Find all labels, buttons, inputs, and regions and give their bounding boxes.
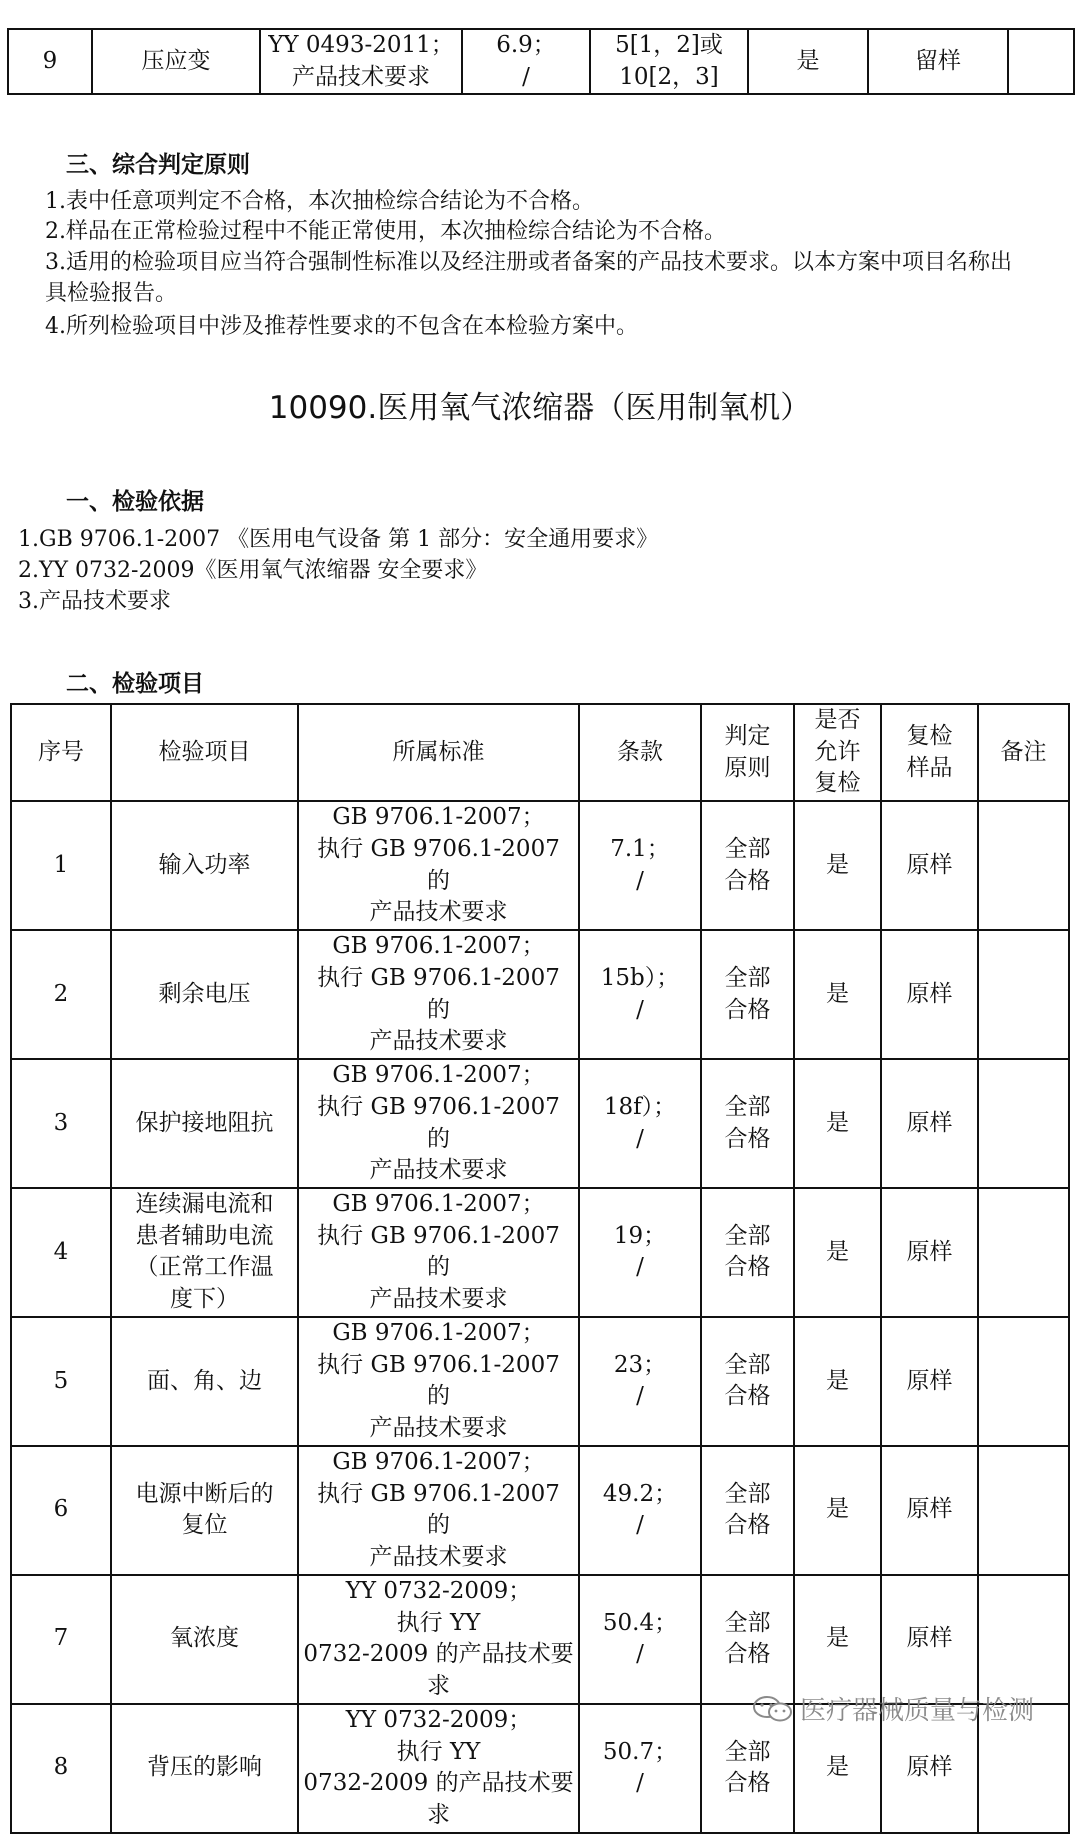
- cell-sample: 原样: [881, 801, 978, 930]
- header-clause: 条款: [579, 704, 701, 801]
- cell-retest: 是: [794, 1446, 881, 1575]
- cell-retest: 是: [748, 29, 868, 94]
- watermark: [752, 1690, 1034, 1727]
- cell-standard: GB 9706.1-2007； 执行 GB 9706.1-2007 的 产品技术要求: [298, 1059, 579, 1188]
- inspection-items-table: [10, 703, 1070, 1834]
- cell-no: 9: [8, 29, 92, 94]
- watermark-text: 医疗器械质量与检测: [800, 1696, 1035, 1726]
- cell-judgement: 全部 合格: [701, 801, 794, 930]
- header-judgement: 判定 原则: [701, 704, 794, 801]
- cell-no: 8: [11, 1704, 111, 1833]
- cell-item: 电源中断后的 复位: [111, 1446, 298, 1575]
- cell-note: [978, 801, 1069, 930]
- section-title: 10090.医用氧气浓缩器（医用制氧机）: [268, 390, 812, 426]
- cell-note: [978, 930, 1069, 1059]
- cell-standard: GB 9706.1-2007； 执行 GB 9706.1-2007 的 产品技术要求: [298, 1188, 579, 1317]
- cell-item: 面、角、边: [111, 1317, 298, 1446]
- cell-note: [978, 1188, 1069, 1317]
- cell-retest: 是: [794, 930, 881, 1059]
- basis-item-1: 1.GB 9706.1-2007 《医用电气设备 第 1 部分：安全通用要求》: [18, 527, 659, 552]
- items-heading: 二、检验项目: [66, 671, 204, 697]
- table-header-row: [11, 704, 1069, 801]
- cell-clause: 50.4； /: [579, 1575, 701, 1704]
- cell-judgement: 全部 合格: [701, 1575, 794, 1704]
- cell-no: 1: [11, 801, 111, 930]
- header-no: 序号: [11, 704, 111, 801]
- table-row: [11, 930, 1069, 1059]
- basis-item-2: 2.YY 0732-2009《医用氧气浓缩器 安全要求》: [18, 558, 488, 583]
- cell-item: 剩余电压: [111, 930, 298, 1059]
- table-row: [11, 801, 1069, 930]
- cell-no: 7: [11, 1575, 111, 1704]
- principles-heading: 三、综合判定原则: [66, 152, 250, 178]
- cell-judgement: 全部 合格: [701, 1188, 794, 1317]
- header-sample: 复检 样品: [881, 704, 978, 801]
- cell-standard: YY 0493-2011； 产品技术要求: [260, 29, 462, 94]
- table-row: [11, 1059, 1069, 1188]
- cell-item: 氧浓度: [111, 1575, 298, 1704]
- cell-retest: 是: [794, 1188, 881, 1317]
- cell-item: 连续漏电流和 患者辅助电流 （正常工作温 度下）: [111, 1188, 298, 1317]
- principle-1: 1.表中任意项判定不合格，本次抽检综合结论为不合格。: [45, 189, 594, 214]
- principle-3-continued: 具检验报告。: [45, 281, 178, 306]
- cell-sample: 原样: [881, 1575, 978, 1704]
- table-row: [11, 1446, 1069, 1575]
- cell-clause: 50.7； /: [579, 1704, 701, 1833]
- cell-note: [978, 1317, 1069, 1446]
- table-row: [11, 1317, 1069, 1446]
- cell-item: 保护接地阻抗: [111, 1059, 298, 1188]
- cell-standard: YY 0732-2009； 执行 YY 0732-2009 的产品技术要 求: [298, 1575, 579, 1704]
- cell-standard: GB 9706.1-2007； 执行 GB 9706.1-2007 的 产品技术要求: [298, 1446, 579, 1575]
- cell-standard: GB 9706.1-2007； 执行 GB 9706.1-2007 的 产品技术要求: [298, 930, 579, 1059]
- cell-clause: 7.1； /: [579, 801, 701, 930]
- cell-clause: 23； /: [579, 1317, 701, 1446]
- principle-3: 3.适用的检验项目应当符合强制性标准以及经注册或者备案的产品技术要求。以本方案中项目名称出: [45, 250, 1012, 275]
- cell-note: [978, 1575, 1069, 1704]
- cell-judgement: 全部 合格: [701, 930, 794, 1059]
- cell-note: [978, 1446, 1069, 1575]
- cell-sample: 留样: [868, 29, 1008, 94]
- table-row: [11, 1188, 1069, 1317]
- cell-clause: 19； /: [579, 1188, 701, 1317]
- cell-item: 压应变: [92, 29, 260, 94]
- cell-standard: GB 9706.1-2007； 执行 GB 9706.1-2007 的 产品技术要求: [298, 1317, 579, 1446]
- cell-judgement: 全部 合格: [701, 1317, 794, 1446]
- cell-sample: 原样: [881, 1188, 978, 1317]
- cell-clause: 18f）； /: [579, 1059, 701, 1188]
- cell-no: 3: [11, 1059, 111, 1188]
- cell-no: 2: [11, 930, 111, 1059]
- cell-judgement: 全部 合格: [701, 1446, 794, 1575]
- header-retest: 是否 允许 复检: [794, 704, 881, 801]
- cell-retest: 是: [794, 1704, 881, 1833]
- cell-judgement: 全部 合格: [701, 1704, 794, 1833]
- cell-no: 6: [11, 1446, 111, 1575]
- header-item: 检验项目: [111, 704, 298, 801]
- cell-retest: 是: [794, 1317, 881, 1446]
- basis-item-3: 3.产品技术要求: [18, 589, 171, 614]
- cell-sample: 原样: [881, 1446, 978, 1575]
- cell-standard: GB 9706.1-2007； 执行 GB 9706.1-2007 的 产品技术要求: [298, 801, 579, 930]
- cell-sample: 原样: [881, 1704, 978, 1833]
- header-note: 备注: [978, 704, 1069, 801]
- cell-note: [978, 1059, 1069, 1188]
- cell-clause: 49.2； /: [579, 1446, 701, 1575]
- cell-clause: 6.9； /: [462, 29, 590, 94]
- wechat-icon: [752, 1695, 794, 1723]
- cell-judgement: 全部 合格: [701, 1059, 794, 1188]
- cell-sample: 原样: [881, 1059, 978, 1188]
- cell-no: 5: [11, 1317, 111, 1446]
- table-row: [8, 29, 1074, 94]
- header-standard: 所属标准: [298, 704, 579, 801]
- cell-judgement: 5[1，2]或 10[2，3]: [590, 29, 748, 94]
- cell-standard: YY 0732-2009； 执行 YY 0732-2009 的产品技术要 求: [298, 1704, 579, 1833]
- cell-item: 输入功率: [111, 801, 298, 930]
- cell-note: [1008, 29, 1074, 94]
- basis-heading: 一、检验依据: [66, 489, 204, 515]
- cell-sample: 原样: [881, 1317, 978, 1446]
- principle-4: 4.所列检验项目中涉及推荐性要求的不包含在本检验方案中。: [45, 314, 638, 339]
- principle-2: 2.样品在正常检验过程中不能正常使用，本次抽检综合结论为不合格。: [45, 219, 726, 244]
- previous-items-table-tail: [7, 28, 1075, 95]
- table-row: [11, 1575, 1069, 1704]
- cell-retest: 是: [794, 1575, 881, 1704]
- cell-no: 4: [11, 1188, 111, 1317]
- cell-retest: 是: [794, 1059, 881, 1188]
- cell-item: 背压的影响: [111, 1704, 298, 1833]
- cell-retest: 是: [794, 801, 881, 930]
- cell-sample: 原样: [881, 930, 978, 1059]
- cell-clause: 15b）； /: [579, 930, 701, 1059]
